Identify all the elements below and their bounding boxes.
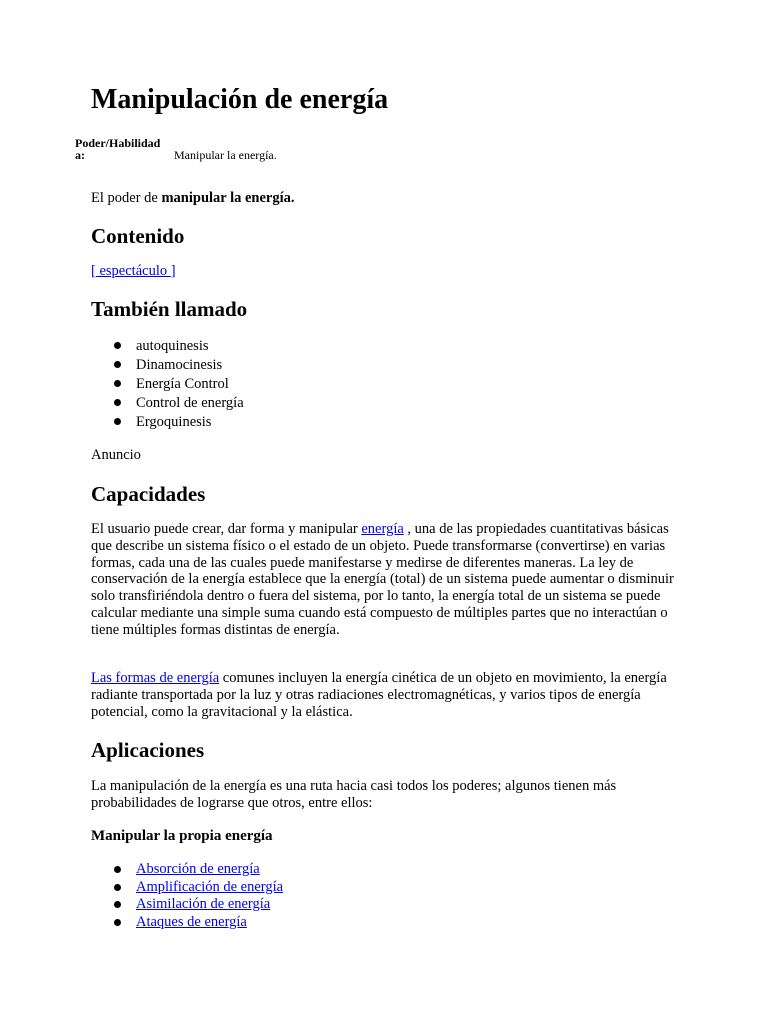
energia-link[interactable]: energía <box>361 521 404 537</box>
capacidades-paragraph-2 <box>91 670 681 720</box>
list-item <box>91 861 283 879</box>
ad-label: Anuncio <box>91 447 141 463</box>
list-item: Energía Control <box>91 375 244 394</box>
capacidades-heading: Capacidades <box>91 482 206 506</box>
intro-bold: manipular la energía. <box>161 190 295 206</box>
page-title: Manipulación de energía <box>91 84 389 115</box>
capacidades-paragraph-1 <box>91 521 681 639</box>
contents-bracket-close[interactable]: ] <box>170 263 176 279</box>
list-item: Control de energía <box>91 394 244 413</box>
list-item <box>91 896 283 914</box>
list-item: Ergoquinesis <box>91 413 244 432</box>
list-item: autoquinesis <box>91 337 244 356</box>
asimilacion-link[interactable]: Asimilación de energía <box>136 896 271 912</box>
contents-heading: Contenido <box>91 224 185 248</box>
infobox-label: Poder/Habilidad a: <box>75 136 161 162</box>
list-item <box>91 914 283 932</box>
aplicaciones-paragraph: La manipulación de la energía es una ruta hacia casi todos los poderes; algunos tienen más probabilidades de lograrse que otros, entre ellos: <box>91 778 617 811</box>
capacidades-p1-rest: , una de las propiedades cuantitativas básicas que describe un sistema físico o el estado de un objeto. Puede transformarse (convertirse) en varias formas, cada una de las cuales puede manifestarse y medirse de diferentes maneras. La ley de conservación de la energía establece que la energía (total) de un sistema puede aumentar o disminuir solo transfiriéndola dentro o fuera del sistema, por lo tanto, la energía total de un sistema se puede calcular mediante una simple suma cuando está compuesto de múltiples partes que no interactúan o tiene múltiples formas distintas de energía. <box>91 521 674 638</box>
contents-bracket-open[interactable]: [ <box>91 263 96 279</box>
intro-paragraph <box>91 190 681 207</box>
intro-prefix: El poder de <box>91 190 162 206</box>
absorcion-link[interactable]: Absorción de energía <box>136 861 260 877</box>
contents-toggle <box>91 263 681 280</box>
aplicaciones-link-list <box>91 861 283 931</box>
contents-show-link[interactable]: espectáculo <box>95 263 171 279</box>
list-item: Dinamocinesis <box>91 356 244 375</box>
ataques-link[interactable]: Ataques de energía <box>136 913 247 930</box>
aplicaciones-subheading: Manipular la propia energía <box>91 828 273 844</box>
amplificacion-link[interactable]: Amplificación de energía <box>136 878 284 895</box>
capacidades-p2-rest: comunes incluyen la energía cinética de un objeto en movimiento, la energía radiante transportada por la luz y otras radiaciones electromagnéticas, y varios tipos de energía potencial, como la gravitacional y la elástica. <box>91 670 667 720</box>
formas-de-energia-link[interactable]: Las formas de energía <box>91 670 220 686</box>
aka-heading: También llamado <box>91 297 248 321</box>
list-item <box>91 879 283 897</box>
aplicaciones-heading: Aplicaciones <box>91 738 205 762</box>
infobox-value: Manipular la energía. <box>174 148 277 162</box>
capacidades-p1-prefix: El usuario puede crear, dar forma y manipular <box>91 521 362 537</box>
aka-list <box>91 337 244 432</box>
